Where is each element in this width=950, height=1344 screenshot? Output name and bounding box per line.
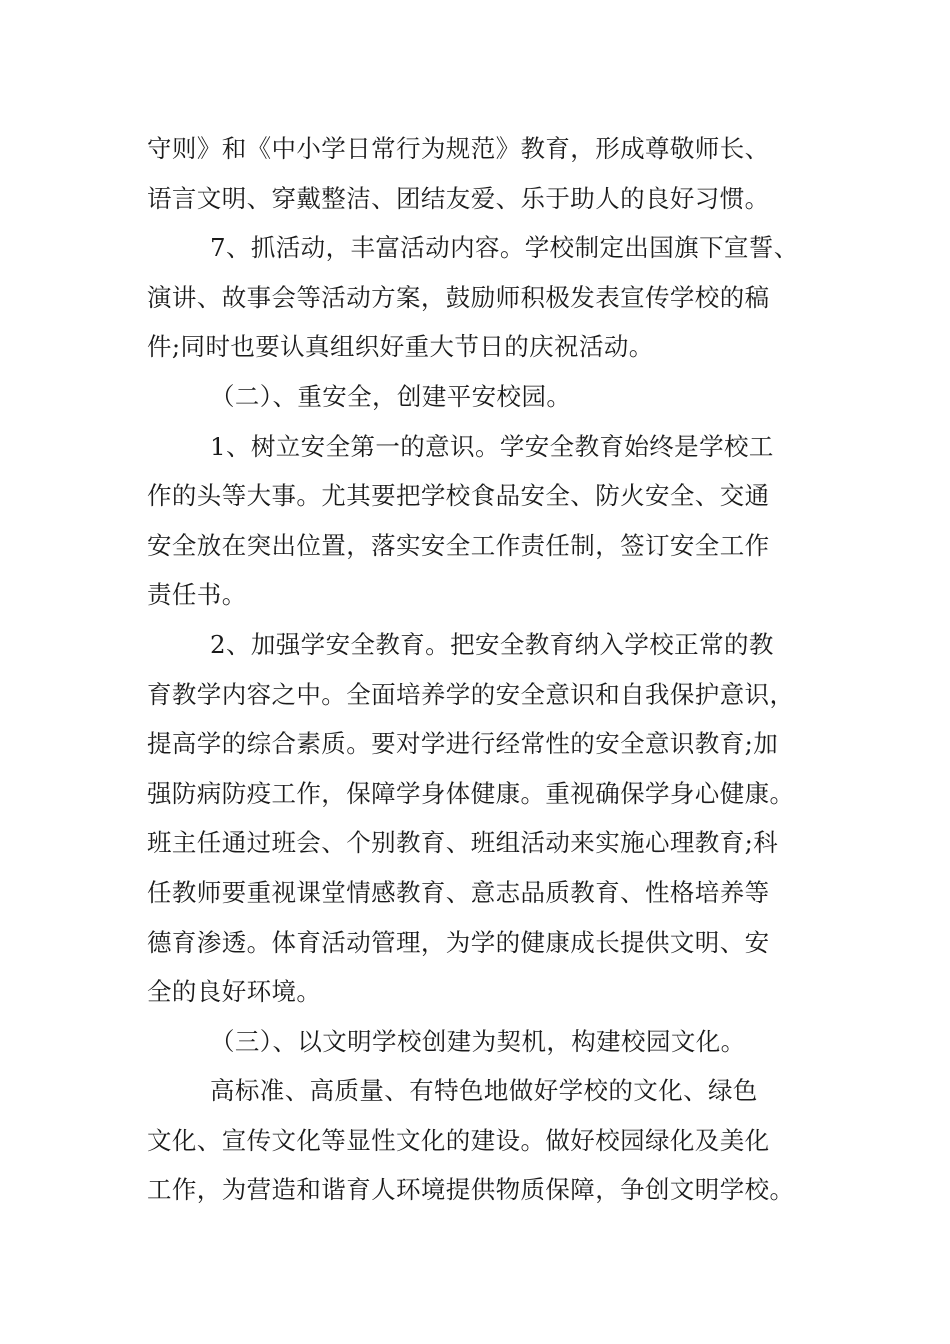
text-line: 德育渗透。体育活动管理，为学的健康成长提供文明、安 [147, 927, 770, 957]
text-line: 安全放在突出位置，落实安全工作责任制，签订安全工作 [147, 530, 770, 560]
text-line: 全的良好环境。 [147, 977, 322, 1007]
text-line: 责任书。 [147, 580, 247, 610]
text-line: 7、抓活动，丰富活动内容。学校制定出国旗下宣誓、 [210, 233, 799, 263]
text-line: 作的头等大事。尤其要把学校食品安全、防火安全、交通 [147, 481, 770, 511]
text-line: 2、加强学安全教育。把安全教育纳入学校正常的教 [210, 629, 774, 659]
text-line: 件;同时也要认真组织好重大节日的庆祝活动。 [147, 332, 654, 362]
text-line: 高标准、高质量、有特色地做好学校的文化、绿色 [210, 1076, 758, 1106]
text-line: 语言文明、穿戴整洁、团结友爱、乐于助人的良好习惯。 [147, 183, 770, 213]
document-body [147, 124, 812, 1215]
text-line: 演讲、故事会等活动方案，鼓励师积极发表宣传学校的稿 [147, 282, 770, 312]
text-line: 班主任通过班会、个别教育、班组活动来实施心理教育;科 [147, 828, 779, 858]
text-line: 强防病防疫工作，保障学身体健康。重视确保学身心健康。 [147, 778, 795, 808]
text-line: 守则》和《中小学日常行为规范》教育，形成尊敬师长、 [147, 134, 770, 163]
text-line: 工作，为营造和谐育人环境提供物质保障，争创文明学校。 [147, 1175, 795, 1205]
section-heading: （三）、以文明学校创建为契机，构建校园文化。 [210, 1026, 746, 1056]
text-line: 育教学内容之中。全面培养学的安全意识和自我保护意识， [147, 679, 795, 709]
text-line: 文化、宣传文化等显性文化的建设。做好校园绿化及美化 [147, 1125, 770, 1155]
text-line: 任教师要重视课堂情感教育、意志品质教育、性格培养等 [147, 877, 770, 907]
section-heading: （二）、重安全，创建平安校园。 [210, 381, 572, 411]
text-line: 提高学的综合素质。要对学进行经常性的安全意识教育;加 [147, 729, 779, 759]
text-line: 1、树立安全第一的意识。学安全教育始终是学校工 [210, 431, 774, 461]
